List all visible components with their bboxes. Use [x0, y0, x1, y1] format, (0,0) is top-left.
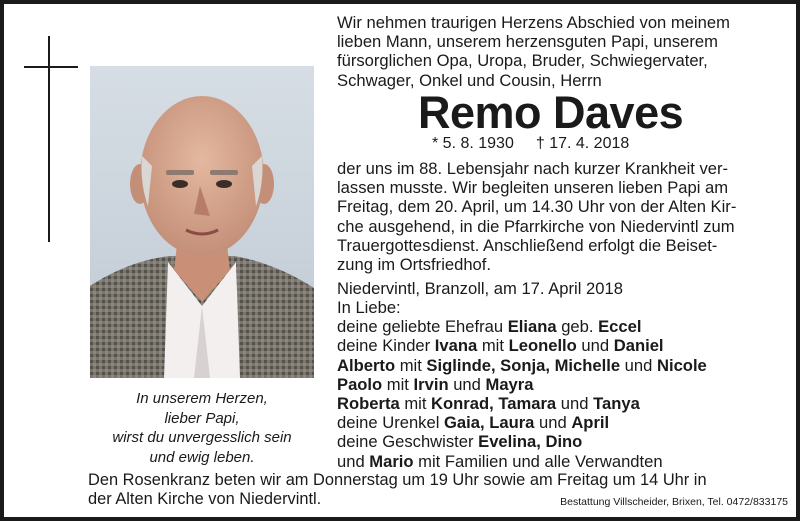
- mourner-line: deine Urenkel Gaia, Laura und April: [337, 413, 610, 433]
- intro-line: Wir nehmen traurigen Herzens Abschied von meinem: [337, 13, 730, 32]
- caption-line: wirst du unvergesslich sein: [112, 429, 292, 446]
- footer-line: der Alten Kirche von Niedervintl.: [88, 490, 322, 509]
- life-dates: [432, 135, 629, 153]
- mourner-line: deine Geschwister Evelina, Dino: [337, 432, 583, 452]
- in-liebe-heading: In Liebe:: [337, 298, 401, 317]
- cross-icon-bar: [24, 66, 78, 68]
- body-line: Trauergottesdienst. Anschließend erfolgt die Beiset-: [337, 235, 718, 255]
- place-date: Niedervintl, Branzoll, am 17. April 2018: [337, 279, 623, 298]
- mourner-line: Roberta mit Konrad, Tamara und Tanya: [337, 394, 640, 414]
- undertaker-credit: Bestattung Villscheider, Brixen, Tel. 0472/833175: [560, 496, 788, 508]
- announcement-text: [337, 159, 787, 274]
- intro-line: lieben Mann, unserem herzensguten Papi, unserem: [337, 32, 718, 52]
- mourner-line: deine geliebte Ehefrau Eliana geb. Eccel: [337, 317, 642, 337]
- mourner-line: und Mario mit Familien und alle Verwandten: [337, 451, 663, 471]
- intro-line: Schwager, Onkel und Cousin, Herrn: [337, 70, 602, 90]
- caption-line: In unserem Herzen,: [136, 390, 268, 407]
- body-line: der uns im 88. Lebensjahr nach kurzer Krankheit ver-: [337, 159, 729, 178]
- intro-line: fürsorglichen Opa, Uropa, Bruder, Schwiegervater,: [337, 51, 708, 71]
- mourner-line: Alberto mit Siglinde, Sonja, Michelle und Nicole: [337, 355, 707, 375]
- portrait-photo: [90, 66, 314, 378]
- deceased-name: Remo Daves: [418, 87, 684, 138]
- caption-line: lieber Papi,: [164, 409, 240, 427]
- birth-date: * 5. 8. 1930: [432, 135, 514, 152]
- mourner-line: Paolo mit Irvin und Mayra: [337, 374, 534, 394]
- mourners-list: [337, 298, 787, 471]
- body-line: zung im Ortsfriedhof.: [337, 255, 492, 275]
- mourner-line: deine Kinder Ivana mit Leonello und Daniel: [337, 336, 664, 356]
- body-line: Freitag, dem 20. April, um 14.30 Uhr von der Alten Kir-: [337, 197, 737, 217]
- body-line: lassen musste. Wir begleiten unseren lieben Papi am: [337, 178, 729, 198]
- caption-line: und ewig leben.: [149, 448, 255, 466]
- footer-line: Den Rosenkranz beten wir am Donnerstag um 19 Uhr sowie am Freitag um 14 Uhr in: [88, 471, 707, 489]
- intro-text: [337, 13, 787, 90]
- memorial-caption: [96, 389, 308, 467]
- death-date: † 17. 4. 2018: [535, 135, 630, 152]
- body-line: che ausgehend, in die Pfarrkirche von Niedervintl zum: [337, 216, 735, 236]
